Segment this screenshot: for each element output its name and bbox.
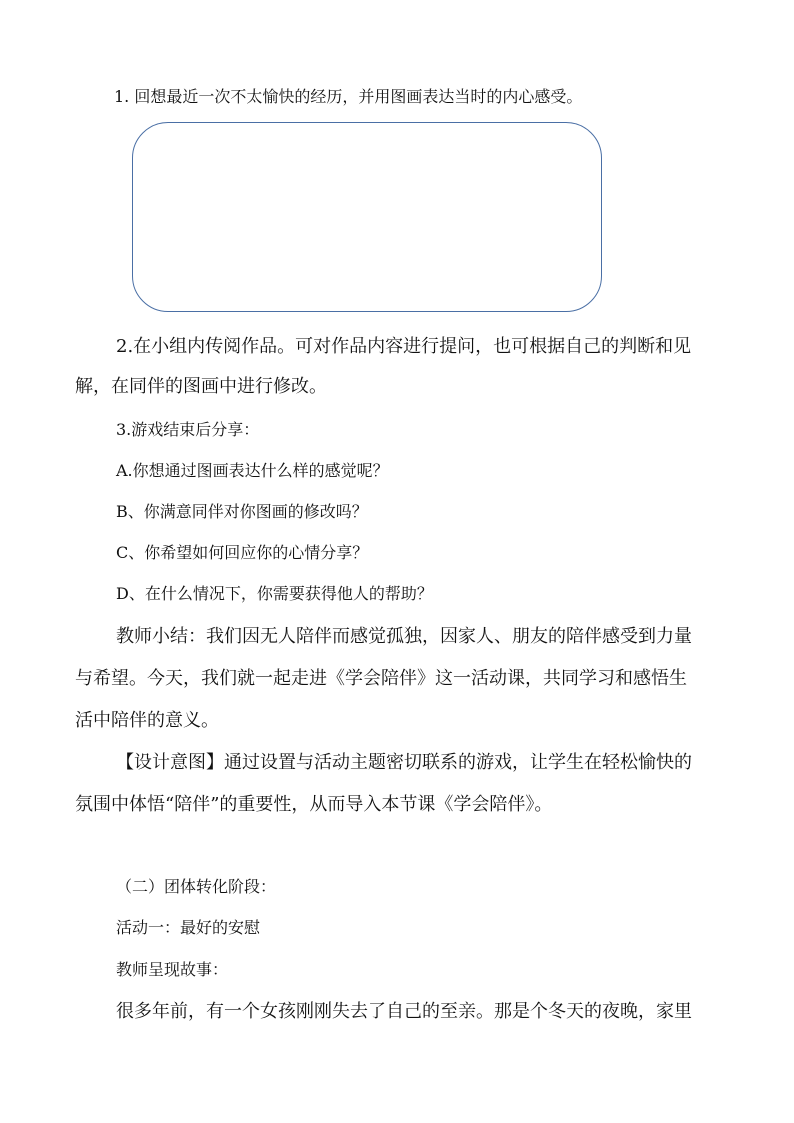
share-question-d: D、在什么情况下，你需要获得他人的帮助？ bbox=[116, 584, 433, 603]
teacher-summary-line-1: 教师小结：我们因无人陪伴而感觉孤独，因家人、朋友的陪伴感受到力量 bbox=[116, 626, 692, 647]
teacher-summary-line-3: 活中陪伴的意义。 bbox=[75, 710, 219, 731]
design-intent-line-2: 氛围中体悟“陪伴”的重要性，从而导入本节课《学会陪伴》。 bbox=[75, 794, 553, 815]
paragraph-3: 3.游戏结束后分享： bbox=[116, 420, 260, 439]
paragraph-2-line-2: 解，在同伴的图画中进行修改。 bbox=[75, 376, 327, 397]
activity-1-title: 活动一：最好的安慰 bbox=[116, 918, 261, 937]
paragraph-2-line-1: 2.在小组内传阅作品。可对作品内容进行提问，也可根据自己的判断和见 bbox=[116, 336, 692, 357]
share-question-a: A.你想通过图画表达什么样的感觉呢？ bbox=[116, 461, 389, 480]
share-question-b: B、你满意同伴对你图画的修改吗？ bbox=[116, 502, 368, 521]
share-question-c: C、你希望如何回应你的心情分享？ bbox=[116, 543, 369, 562]
drawing-area-box bbox=[132, 122, 602, 312]
stage-heading: （二）团体转化阶段： bbox=[116, 877, 277, 896]
story-line-1: 很多年前，有一个女孩刚刚失去了自己的至亲。那是个冬天的夜晚，家里 bbox=[116, 1001, 692, 1022]
question-1: 1. 回想最近一次不太愉快的经历，并用图画表达当时的内心感受。 bbox=[114, 87, 583, 106]
story-intro: 教师呈现故事： bbox=[116, 960, 229, 979]
design-intent-line-1: 【设计意图】通过设置与活动主题密切联系的游戏，让学生在轻松愉快的 bbox=[116, 752, 692, 773]
teacher-summary-line-2: 与希望。今天，我们就一起走进《学会陪伴》这一活动课，共同学习和感悟生 bbox=[75, 668, 687, 689]
